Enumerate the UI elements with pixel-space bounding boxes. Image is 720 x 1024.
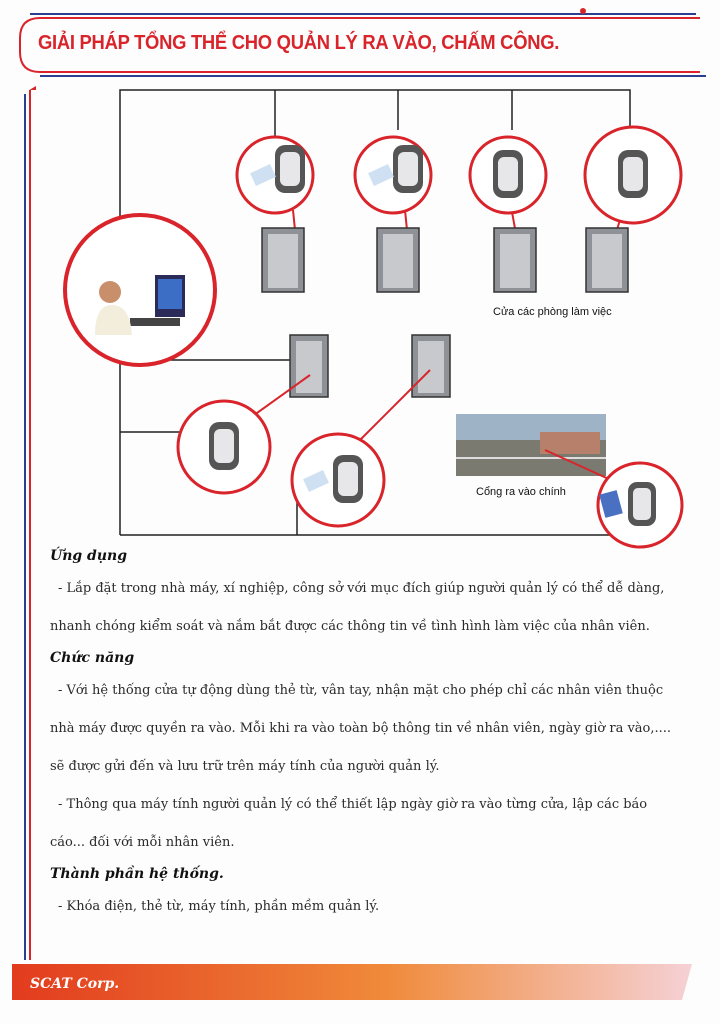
section-text: - Lắp đặt trong nhà máy, xí nghiệp, công sở với mục đích giúp người quản lý có thể dễ dàng,	[58, 581, 665, 596]
section-text: sẽ được gửi đến và lưu trữ trên máy tính của người quản lý.	[50, 759, 440, 774]
section-text: nhà máy được quyền ra vào. Mỗi khi ra vào toàn bộ thông tin về nhân viên, ngày giờ ra vào,....	[50, 721, 672, 736]
body-content	[50, 548, 700, 926]
reader-top-1	[237, 137, 313, 240]
reader-top-2	[355, 137, 431, 240]
section-heading-application: Ứng dụng	[50, 548, 127, 564]
corner-dot	[580, 8, 586, 14]
manager-computer	[65, 215, 215, 365]
section-text: - Với hệ thống cửa tự động dùng thẻ từ, vân tay, nhận mặt cho phép chỉ các nhân viên thuộc	[58, 683, 664, 698]
section-text: - Thông qua máy tính người quản lý có thể thiết lập ngày giờ ra vào từng cửa, lập các báo	[58, 797, 648, 812]
main-gate-photo	[456, 414, 622, 485]
main-gate-caption: Cổng ra vào chính	[476, 486, 566, 498]
office-doors	[262, 228, 628, 292]
page-title: GIẢI PHÁP TỔNG THỂ CHO QUẢN LÝ RA VÀO, CHẤM CÔNG.	[38, 32, 560, 54]
section-text: nhanh chóng kiểm soát và nắm bắt được các thông tin về tình hình làm việc của nhân viên.	[50, 619, 650, 634]
company-name: SCAT Corp.	[30, 976, 120, 992]
office-doors-caption: Cửa các phòng làm việc	[493, 306, 612, 318]
section-heading-components: Thành phần hệ thống.	[50, 866, 224, 882]
section-text: - Khóa điện, thẻ từ, máy tính, phần mềm quản lý.	[58, 899, 380, 914]
access-control-diagram	[0, 80, 720, 560]
section-text: cáo... đối với mỗi nhân viên.	[50, 835, 235, 850]
reader-gate	[598, 463, 682, 547]
section-heading-function: Chức năng	[50, 650, 135, 666]
